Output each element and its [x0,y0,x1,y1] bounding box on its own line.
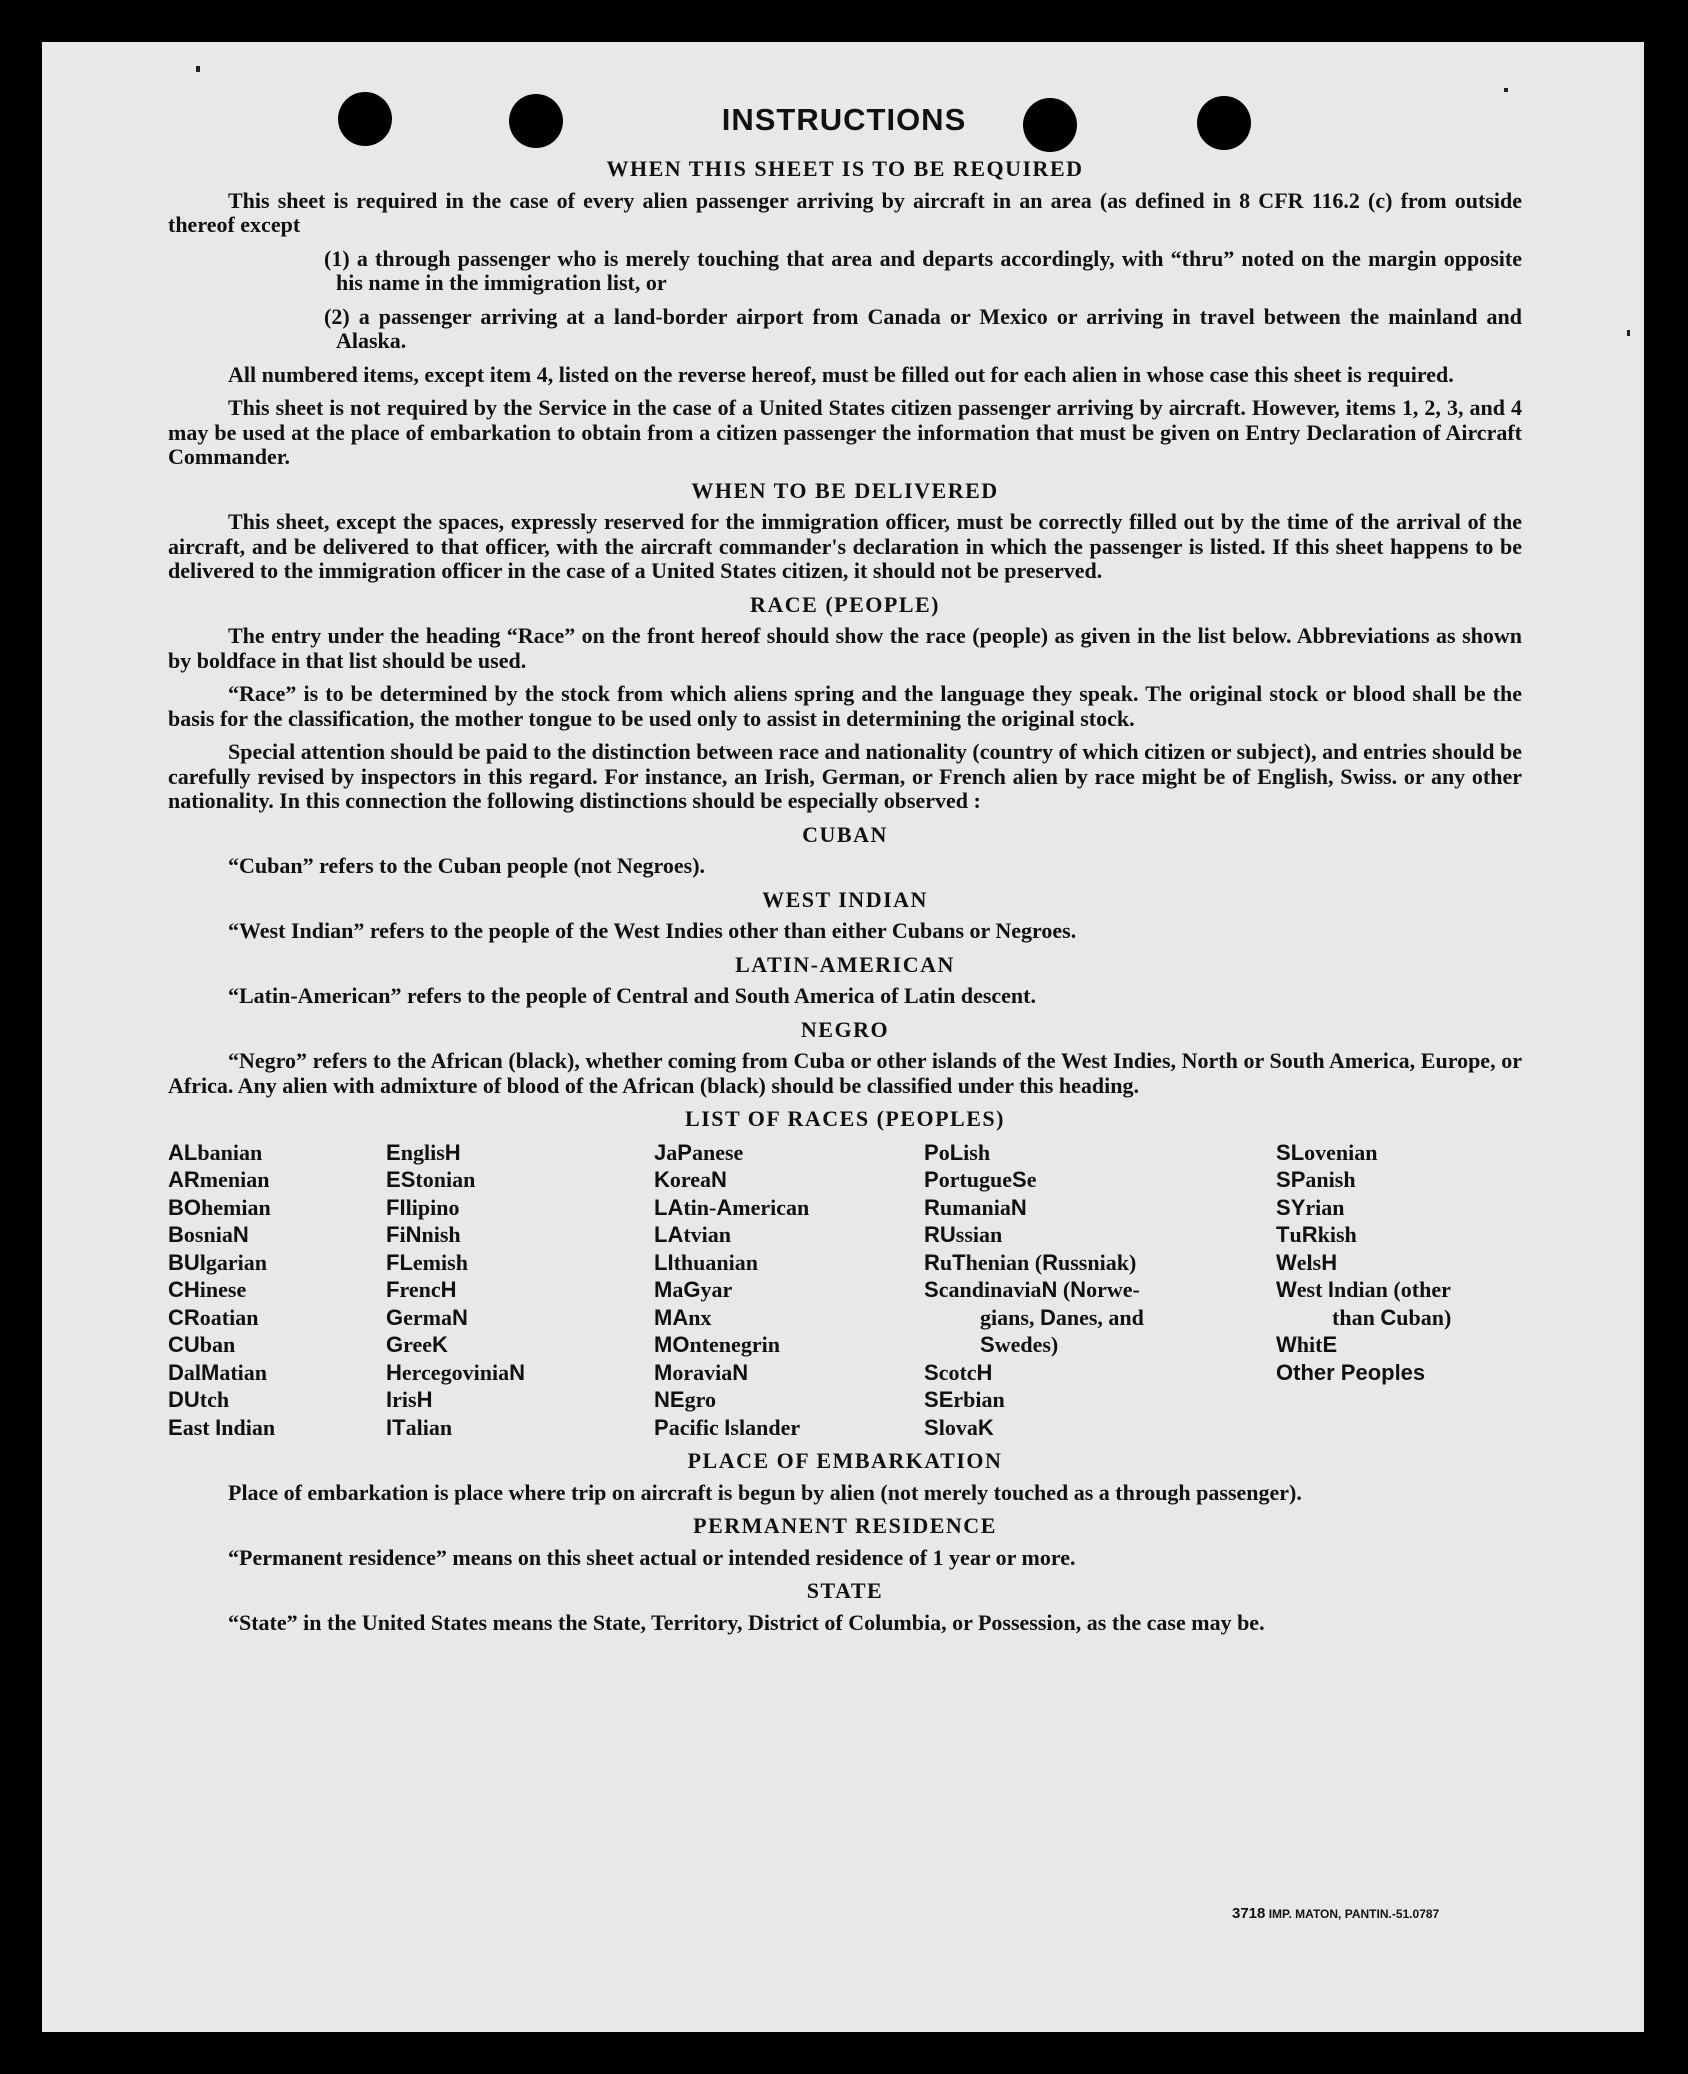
race-entry: East Indian [168,1414,276,1440]
race-entry: ScotcH [924,1359,993,1385]
races-column-4 [924,1139,1276,1442]
race-entry: DUtch [168,1387,230,1412]
race-entry: CHinese [168,1277,247,1302]
exception-item: (1) a through passenger who is merely touching that area and departs accordingly, with “thru” noted on the margin opposite his name in the immigration list, or [324,245,1522,295]
section-heading: WHEN TO BE DELIVERED [691,477,999,503]
race-entry: BosniaN [168,1222,249,1247]
paragraph: “Cuban” refers to the Cuban people (not Negroes). [228,853,706,878]
race-entry: EnglisH [386,1139,461,1165]
race-entry: ALbanian [168,1139,263,1165]
race-entry: MOntenegrin [654,1332,780,1357]
speck-mark [1627,330,1630,336]
race-entry: TuRkish [1276,1222,1357,1247]
section-heading: CUBAN [802,821,888,847]
paragraph: “Race” is to be determined by the stock from which aliens spring and the language they speak. The original stock or blood shall be the basis for the classification, the mother tongue to be used only to assist in determining the original stock. [168,681,1522,731]
race-entry: FLemish [386,1249,468,1275]
race-entry: RUssian [924,1222,1003,1247]
race-entry: SErbian [924,1387,1005,1412]
race-entry: GermaN [386,1304,468,1330]
race-entry: SPanish [1276,1167,1356,1192]
races-list [168,1139,1522,1442]
race-entry: ARmenian [168,1167,270,1192]
race-entry: MoraviaN [654,1359,749,1385]
paragraph: “Permanent residence” means on this sheet actual or intended residence of 1 year or more. [228,1544,1076,1570]
race-entry: SlovaK [924,1414,994,1440]
race-entry: FIlipino [386,1194,460,1220]
paragraph: This sheet, except the spaces, expressly reserved for the immigration officer, must be correctly filled out by the time of the arrival of the aircraft, and be delivered to that officer, with the aircraft commander's declaration in which the passenger is listed. If this sheet happens to be delivered to the immigration officer in the case of a United States citizen, it should not be preserved. [168,509,1522,583]
race-entry: FiNnish [386,1222,461,1247]
races-column-2 [386,1139,654,1442]
section-heading: PLACE OF EMBARKATION [687,1448,1003,1473]
race-entry: MaGyar [654,1277,733,1302]
race-entry: CUban [168,1332,236,1357]
section-heading: WEST INDIAN [762,886,928,912]
section-heading: LATIN-AMERICAN [735,951,955,977]
imprint-text: IMP. MATON, PANTIN.-51.0787 [1268,1907,1440,1921]
instructions-body [168,152,1522,1644]
section-heading: LIST OF RACES (PEOPLES) [685,1106,1005,1131]
race-entry: CRoatian [168,1304,259,1330]
paragraph: This sheet is not required by the Service in the case of a United States citizen passenger arriving by aircraft. However, items 1, 2, 3, and 4 may be used at the place of embarkation to obtain from a citizen passenger the information that must be given on Entry Declaration of Aircraft Commander. [168,395,1522,469]
race-entry: PoLish [924,1139,991,1165]
race-entry: NEgro [654,1387,716,1412]
exception-item: (2) a passenger arriving at a land-border airport from Canada or Mexico or arriving in travel between the mainland and Alaska. [324,303,1522,353]
races-column-1 [168,1139,386,1442]
race-entry: RuThenian (Russniak) [924,1249,1137,1275]
race-entry: gians, Danes, and [980,1304,1144,1330]
paragraph: Special attention should be paid to the distinction between race and nationality (country of which citizen or subject), and entries should be carefully revised by inspectors in this regard. For instance, an Irish, German, or French alien by race might be of English, Swiss. or any other nationality. In this connection the following distinctions should be especially observed : [168,739,1522,813]
race-entry: IrisH [386,1387,433,1412]
race-entry: ScandinaviaN (Norwe- [924,1277,1140,1302]
race-entry: HercegoviniaN [386,1359,525,1385]
paragraph: All numbered items, except item 4, listed on the reverse hereof, must be filled out for each alien in whose case this sheet is required. [228,361,1454,387]
race-entry: Swedes) [980,1332,1059,1357]
race-entry: West Indian (other [1276,1277,1451,1302]
race-entry: LAtin-American [654,1194,810,1220]
section-heading: NEGRO [800,1016,890,1042]
section-heading: PERMANENT RESIDENCE [693,1513,997,1538]
paragraph: Place of embarkation is place where trip on aircraft is begun by alien (not merely touched as a through passenger). [228,1479,1302,1505]
section-heading: RACE (PEOPLE) [750,591,940,617]
race-entry: Other Peoples [1276,1359,1426,1385]
printer-imprint [1232,1905,1439,1922]
race-entry: GreeK [386,1332,448,1357]
race-entry: PortugueSe [924,1167,1037,1192]
section-heading: WHEN THIS SHEET IS TO BE REQUIRED [606,156,1084,181]
speck-mark [196,66,200,72]
paragraph: “Negro” refers to the African (black), whether coming from Cuba or other islands of the West Indies, North or South America, Europe, or Africa. Any alien with admixture of blood of the African (black) should be classified under this heading. [168,1048,1522,1098]
race-entry: ITalian [386,1414,453,1440]
race-entry: SYrian [1276,1194,1345,1220]
race-entry: WelsH [1276,1249,1338,1275]
race-entry: LIthuanian [654,1249,759,1275]
race-entry: than Cuban) [1332,1304,1452,1330]
race-entry: JaPanese [654,1139,744,1165]
race-entry: LAtvian [654,1222,732,1247]
speck-mark [1504,88,1508,92]
race-entry: FrencH [386,1277,457,1302]
race-entry: DalMatian [168,1359,268,1385]
page-title: INSTRUCTIONS [721,102,967,137]
paragraph: “West Indian” refers to the people of the West Indies other than either Cubans or Negroes. [228,918,1077,943]
race-entry: SLovenian [1276,1139,1378,1165]
races-column-3 [654,1139,924,1442]
race-entry: WhitE [1276,1332,1338,1357]
race-entry: Pacific Islander [654,1414,801,1440]
race-entry: RumaniaN [924,1194,1027,1220]
races-column-5 [1276,1139,1516,1442]
race-entry: BOhemian [168,1194,271,1220]
paragraph: “State” in the United States means the State, Territory, District of Columbia, or Possession, as the case may be. [228,1609,1265,1635]
section-heading: STATE [806,1578,884,1603]
paragraph: “Latin-American” refers to the people of Central and South America of Latin descent. [228,983,1036,1008]
paragraph: This sheet is required in the case of every alien passenger arriving by aircraft in an area (as defined in 8 CFR 116.2 (c) from outside thereof except [168,187,1522,237]
race-entry: KoreaN [654,1167,727,1192]
race-entry: MAnx [654,1304,712,1330]
race-entry: EStonian [386,1167,476,1192]
paragraph: The entry under the heading “Race” on the front hereof should show the race (people) as given in the list below. Abbreviations as shown by boldface in that list should be used. [168,623,1522,673]
race-entry: BUlgarian [168,1249,268,1275]
form-number: 3718 [1232,1905,1266,1922]
